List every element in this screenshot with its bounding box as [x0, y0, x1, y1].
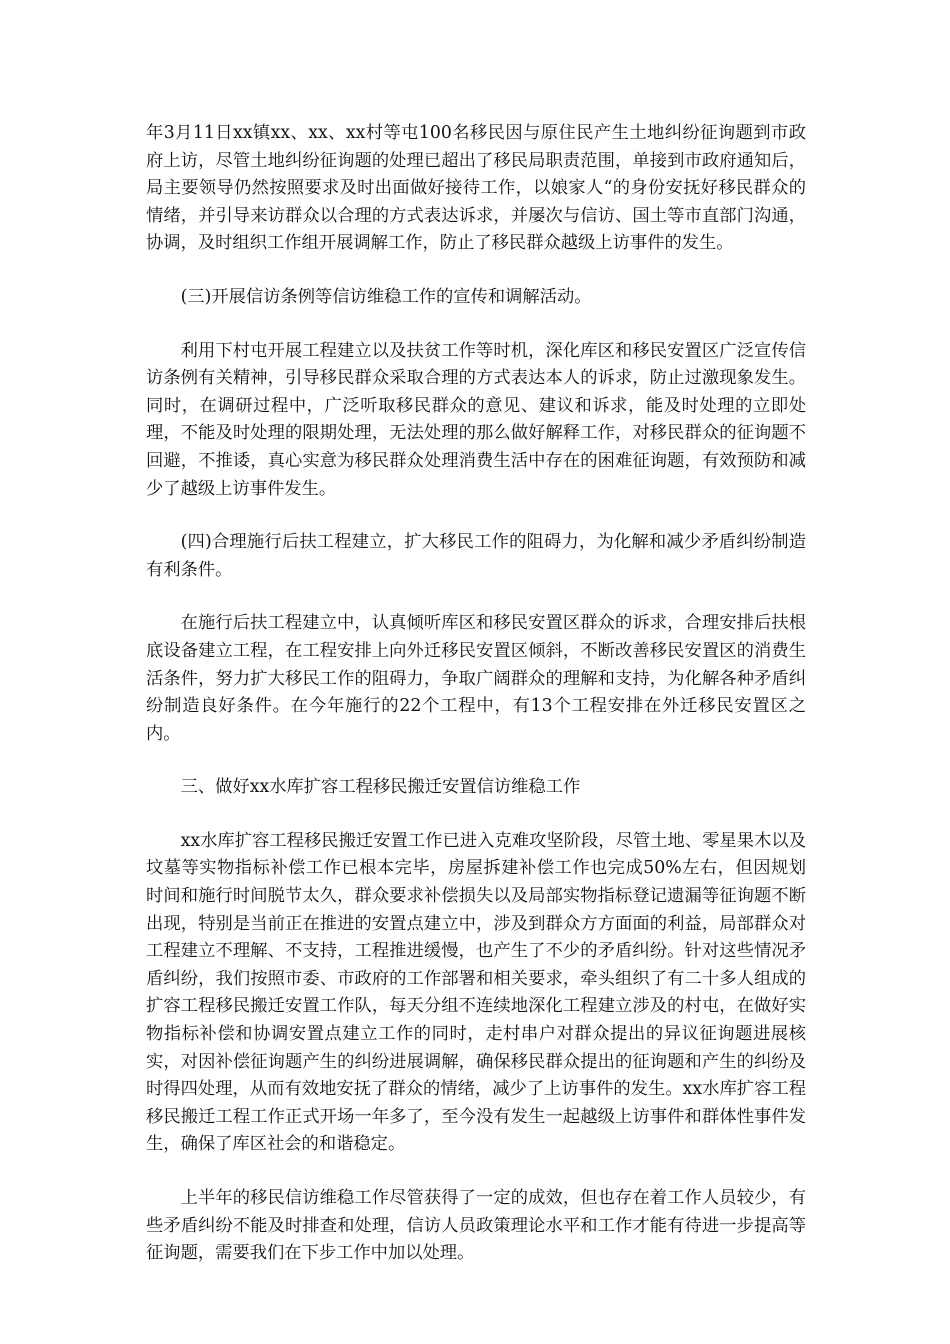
paragraph-body: 在施行后扶工程建立中，认真倾听库区和移民安置区群众的诉求，合理安排后扶根底设备建立工程，在工程安排上向外迁移民安置区倾斜，不断改善移民安置区的消费生活条件，努力扩大移民工作的阻碍力，争取广阔群众的理解和支持，为化解各种矛盾纠纷制造良好条件。在今年施行的22个工程中，有13个工程安排在外迁移民安置区之内。 [146, 613, 806, 744]
section-heading-4: (四)合理施行后扶工程建立，扩大移民工作的阻碍力，为化解和减少矛盾纠纷制造有利条件。 [146, 532, 806, 580]
document-body [146, 120, 806, 1294]
paragraph-body: xx水库扩容工程移民搬迁安置工作已进入克难攻坚阶段，尽管土地、零星果木以及坟墓等实物指标补偿工作已根本完毕，房屋拆建补偿工作也完成50%左右，但因规划时间和施行时间脱节太久，群众要求补偿损失以及局部实物指标登记遗漏等征询题不断出现，特别是当前正在推进的安置点建立中，涉及到群众方方面面的利益，局部群众对工程建立不理解、不支持，工程推进缓慢，也产生了不少的矛盾纠纷。针对这些情况矛盾纠纷，我们按照市委、市政府的工作部署和相关要求，牵头组织了有二十多人组成的扩容工程移民搬迁安置工作队，每天分组不连续地深化工程建立涉及的村屯，在做好实物指标补偿和协调安置点建立工作的同时，走村串户对群众提出的异议征询题进展核实，对因补偿征询题产生的纠纷进展调解，确保移民群众提出的征询题和产生的纠纷及时得四处理，从而有效地安抚了群众的情绪，减少了上访事件的发生。xx水库扩容工程移民搬迁工程工作正式开场一年多了，至今没有发生一起越级上访事件和群体性事件发生，确保了库区社会的和谐稳定。 [146, 830, 806, 1155]
section-heading-part-3: 三、做好xx水库扩容工程移民搬迁安置信访维稳工作 [180, 777, 581, 798]
paragraph-continuation: 年3月11日xx镇xx、xx、xx村等屯100名移民因与原住民产生土地纠纷征询题到市政府上访，尽管土地纠纷征询题的处理已超出了移民局职责范围，单接到市政府通知后，局主要领导仍然按照要求及时出面做好接待工作，以娘家人“的身份安抚好移民群众的情绪，并引导来访群众以合理的方式表达诉求，并屡次与信访、国土等市直部门沟通，协调，及时组织工作组开展调解工作，防止了移民群众越级上访事件的发生。 [146, 123, 806, 254]
paragraph-conclusion: 上半年的移民信访维稳工作尽管获得了一定的成效，但也存在着工作人员较少，有些矛盾纠纷不能及时排查和处理，信访人员政策理论水平和工作才能有待进一步提高等征询题，需要我们在下步工作中加以处理。 [146, 1188, 806, 1264]
paragraph-body: 利用下村屯开展工程建立以及扶贫工作等时机，深化库区和移民安置区广泛宣传信访条例有关精神，引导移民群众采取合理的方式表达本人的诉求，防止过激现象发生。同时，在调研过程中，广泛听取移民群众的意见、建议和诉求，能及时处理的立即处理，不能及时处理的限期处理，无法处理的那么做好解释工作，对移民群众的征询题不回避，不推诿，真心实意为移民群众处理消费生活中存在的困难征询题，有效预防和减少了越级上访事件发生。 [146, 340, 806, 499]
section-heading-3: (三)开展信访条例等信访维稳工作的宣传和调解活动。 [180, 286, 592, 307]
